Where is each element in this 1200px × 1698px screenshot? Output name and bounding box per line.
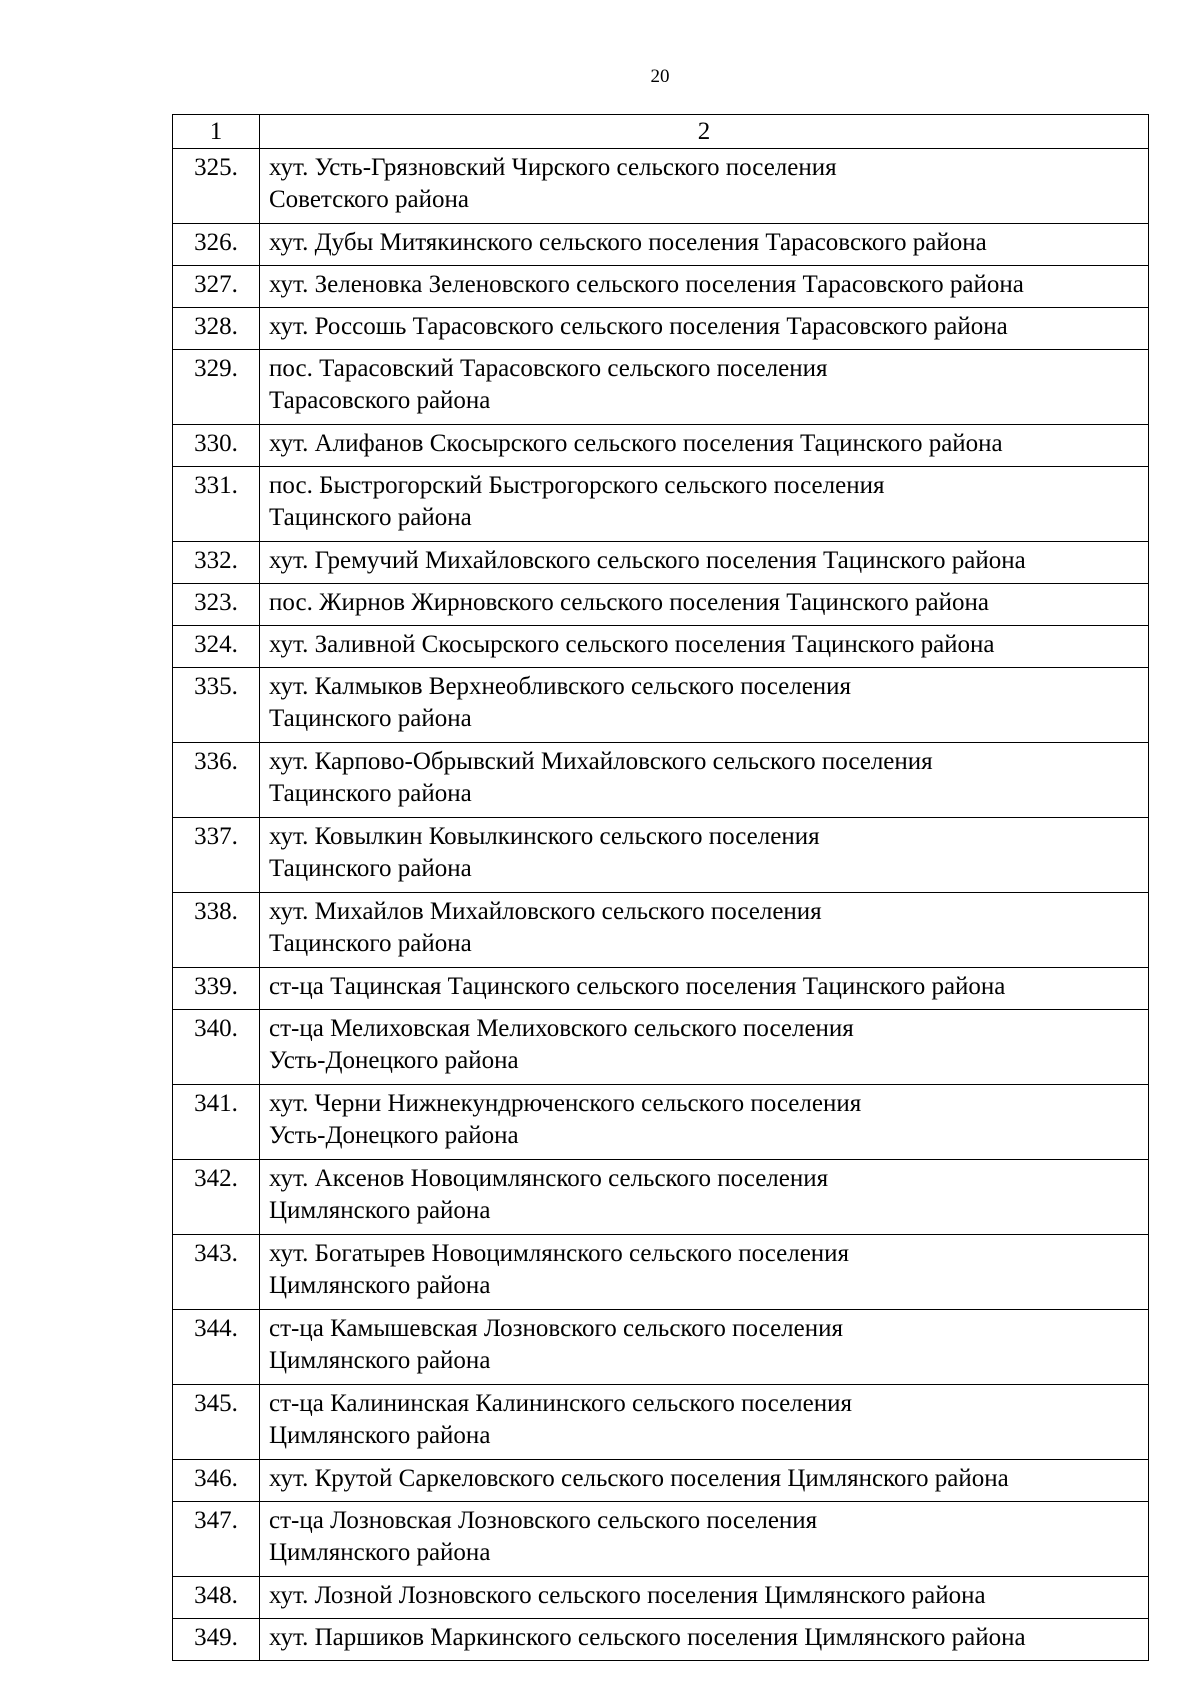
- settlement-name: ст-ца Мелиховская Мелиховского сельского поселения Усть-Донецкого района: [260, 1010, 1149, 1085]
- table-header-row: [173, 115, 1149, 149]
- settlement-name: хут. Аксенов Новоцимлянского сельского поселения Цимлянского района: [260, 1160, 1149, 1235]
- table-row: [173, 467, 1149, 542]
- table-row: [173, 224, 1149, 266]
- settlement-name: хут. Ковылкин Ковылкинского сельского поселения Тацинского района: [260, 818, 1149, 893]
- row-number: 348.: [173, 1577, 260, 1619]
- column-header-name: 2: [260, 115, 1149, 149]
- row-number: 326.: [173, 224, 260, 266]
- settlement-name: хут. Алифанов Скосырского сельского поселения Тацинского района: [260, 425, 1149, 467]
- row-number: 345.: [173, 1385, 260, 1460]
- settlements-table: [172, 114, 1149, 1661]
- row-number: 347.: [173, 1502, 260, 1577]
- table-row: [173, 1502, 1149, 1577]
- settlement-name: ст-ца Камышевская Лозновского сельского поселения Цимлянского района: [260, 1310, 1149, 1385]
- row-number: 328.: [173, 308, 260, 350]
- table-row: [173, 266, 1149, 308]
- settlement-name: ст-ца Лозновская Лозновского сельского поселения Цимлянского района: [260, 1502, 1149, 1577]
- settlement-name: пос. Быстрогорский Быстрогорского сельского поселения Тацинского района: [260, 467, 1149, 542]
- row-number: 332.: [173, 542, 260, 584]
- column-header-number: 1: [173, 115, 260, 149]
- page-number: 20: [650, 66, 670, 87]
- row-number: 329.: [173, 350, 260, 425]
- row-number: 343.: [173, 1235, 260, 1310]
- table-row: [173, 542, 1149, 584]
- table-row: [173, 1619, 1149, 1661]
- settlement-name: пос. Тарасовский Тарасовского сельского поселения Тарасовского района: [260, 350, 1149, 425]
- row-number: 336.: [173, 743, 260, 818]
- settlement-name: хут. Крутой Саркеловского сельского поселения Цимлянского района: [260, 1460, 1149, 1502]
- settlement-name: хут. Паршиков Маркинского сельского поселения Цимлянского района: [260, 1619, 1149, 1661]
- table-row: [173, 1085, 1149, 1160]
- row-number: 344.: [173, 1310, 260, 1385]
- table-row: [173, 308, 1149, 350]
- row-number: 327.: [173, 266, 260, 308]
- settlement-name: хут. Заливной Скосырского сельского поселения Тацинского района: [260, 626, 1149, 668]
- table-row: [173, 743, 1149, 818]
- table-row: [173, 1460, 1149, 1502]
- table-row: [173, 818, 1149, 893]
- table-row: [173, 350, 1149, 425]
- settlement-name: хут. Гремучий Михайловского сельского поселения Тацинского района: [260, 542, 1149, 584]
- table-row: [173, 893, 1149, 968]
- row-number: 331.: [173, 467, 260, 542]
- row-number: 338.: [173, 893, 260, 968]
- table-row: [173, 668, 1149, 743]
- row-number: 349.: [173, 1619, 260, 1661]
- table-row: [173, 425, 1149, 467]
- table-row: [173, 1385, 1149, 1460]
- row-number: 325.: [173, 149, 260, 224]
- table-row: [173, 1310, 1149, 1385]
- table-row: [173, 1010, 1149, 1085]
- settlement-name: хут. Зеленовка Зеленовского сельского поселения Тарасовского района: [260, 266, 1149, 308]
- row-number: 340.: [173, 1010, 260, 1085]
- settlement-name: хут. Дубы Митякинского сельского поселения Тарасовского района: [260, 224, 1149, 266]
- settlement-name: хут. Усть-Грязновский Чирского сельского поселения Советского района: [260, 149, 1149, 224]
- row-number: 337.: [173, 818, 260, 893]
- settlement-name: хут. Лозной Лозновского сельского поселения Цимлянского района: [260, 1577, 1149, 1619]
- settlement-name: хут. Карпово-Обрывский Михайловского сельского поселения Тацинского района: [260, 743, 1149, 818]
- table-body: [173, 115, 1149, 1661]
- settlement-name: хут. Черни Нижнекундрюченского сельского поселения Усть-Донецкого района: [260, 1085, 1149, 1160]
- settlement-name: хут. Калмыков Верхнеобливского сельского поселения Тацинского района: [260, 668, 1149, 743]
- table-row: [173, 626, 1149, 668]
- row-number: 342.: [173, 1160, 260, 1235]
- settlement-name: пос. Жирнов Жирновского сельского поселения Тацинского района: [260, 584, 1149, 626]
- table-row: [173, 1577, 1149, 1619]
- settlement-name: ст-ца Калининская Калининского сельского поселения Цимлянского района: [260, 1385, 1149, 1460]
- table-row: [173, 1160, 1149, 1235]
- settlement-name: хут. Михайлов Михайловского сельского поселения Тацинского района: [260, 893, 1149, 968]
- row-number: 339.: [173, 968, 260, 1010]
- settlement-name: ст-ца Тацинская Тацинского сельского поселения Тацинского района: [260, 968, 1149, 1010]
- table-row: [173, 584, 1149, 626]
- row-number: 330.: [173, 425, 260, 467]
- settlement-name: хут. Богатырев Новоцимлянского сельского поселения Цимлянского района: [260, 1235, 1149, 1310]
- row-number: 324.: [173, 626, 260, 668]
- row-number: 346.: [173, 1460, 260, 1502]
- row-number: 341.: [173, 1085, 260, 1160]
- settlement-name: хут. Россошь Тарасовского сельского поселения Тарасовского района: [260, 308, 1149, 350]
- table-row: [173, 149, 1149, 224]
- table-row: [173, 968, 1149, 1010]
- row-number: 323.: [173, 584, 260, 626]
- table-row: [173, 1235, 1149, 1310]
- row-number: 335.: [173, 668, 260, 743]
